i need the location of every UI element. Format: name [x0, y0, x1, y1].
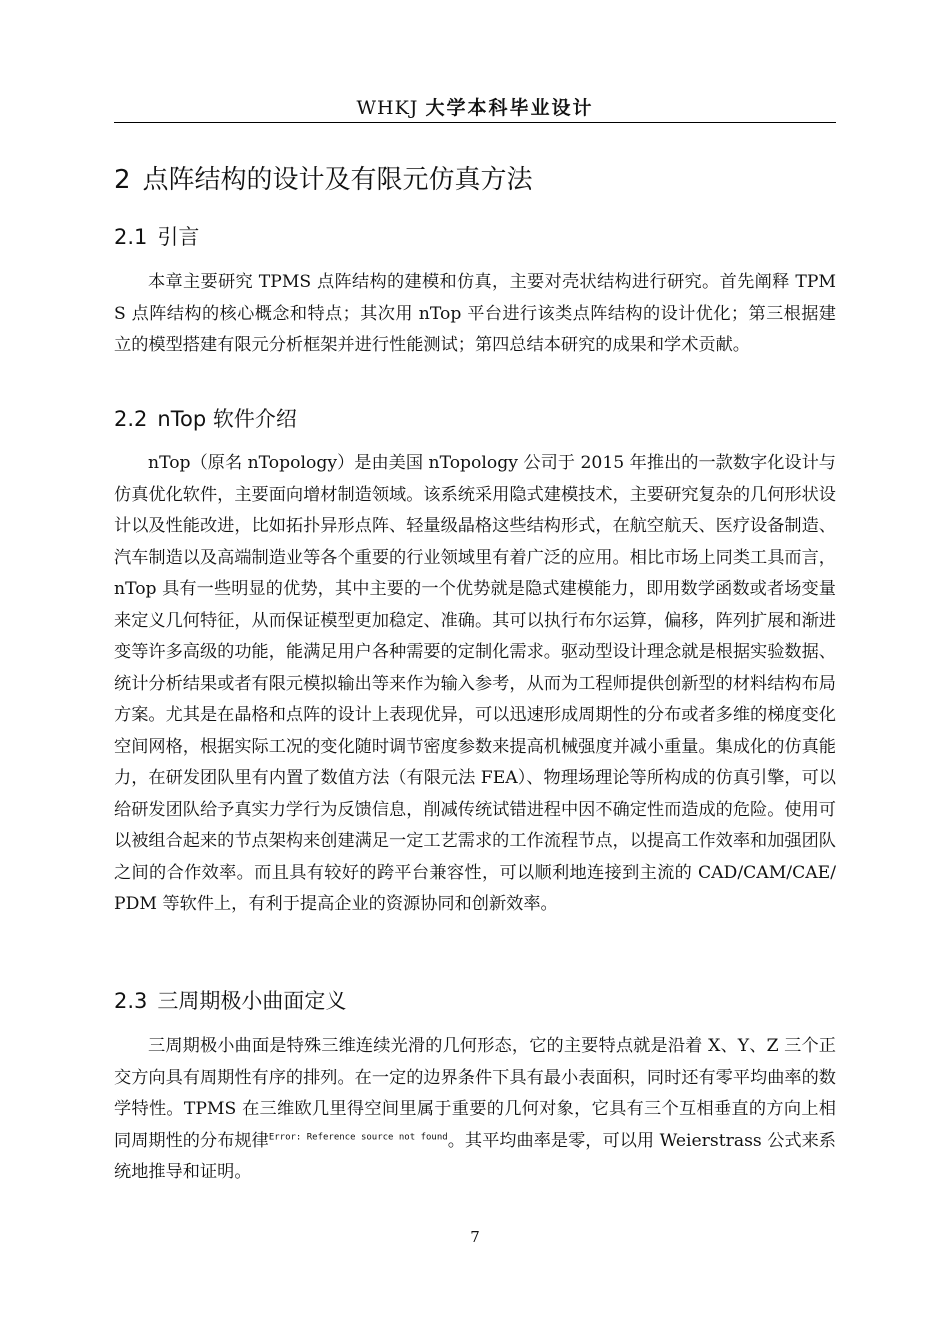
section-title: 引言: [157, 225, 200, 249]
header-prefix: WHKJ: [356, 97, 419, 119]
paragraph-text-after-reference: 。其平均曲率是零，可以用 Weierstrass 公式来系统地推导和证明。: [114, 1130, 836, 1182]
section-2-2-paragraph: nTop（原名 nTopology）是由美国 nTopology 公司于 2015 年推出的一款数字化设计与仿真优化软件，主要面向增材制造领域。该系统采用隐式建模技术，主要研究复杂的几何形状设计以及性能改进，比如拓扑异形点阵、轻量级晶格这些结构形式，在航空航天、医疗设备制造、汽车制造以及高端制造业等各个重要的行业领域里有着广泛的应用。相比市场上同类工具而言，nTop 具有一些明显的优势，其中主要的一个优势就是隐式建模能力，即用数学函数或者场变量来定义几何特征，从而保证模型更加稳定、准确。其可以执行布尔运算，偏移，阵列扩展和渐进变等许多高级的功能，能满足用户各种需要的定制化需求。驱动型设计理念就是根据实验数据、统计分析结果或者有限元模拟输出等来作为输入参考，从而为工程师提供创新型的材料结构布局方案。尤其是在晶格和点阵的设计上表现优异，可以迅速形成周期性的分布或者多维的梯度变化空间网格，根据实际工况的变化随时调节密度参数来提高机械强度并减小重量。集成化的仿真能力，在研发团队里有内置了数值方法（有限元法 FEA）、物理场理论等所构成的仿真引擎，可以给研发团队给予真实力学行为反馈信息，削减传统试错进程中因不确定性而造成的危险。使用可以被组合起来的节点架构来创建满足一定工艺需求的工作流程节点，以提高工作效率和加强团队之间的合作效率。而且具有较好的跨平台兼容性，可以顺利地连接到主流的 CAD/CAM/CAE/PDM 等软件上，有利于提高企业的资源协同和创新效率。: [114, 453, 836, 914]
chapter-number: 2: [114, 165, 131, 195]
section-title: nTop 软件介绍: [157, 407, 297, 431]
section-2-3-paragraph: [114, 1031, 836, 1189]
chapter-title: 点阵结构的设计及有限元仿真方法: [142, 165, 533, 195]
paragraph-text-before-reference: 三周期极小曲面是特殊三维连续光滑的几何形态，它的主要特点就是沿着 X、Y、Z 三个正交方向具有周期性有序的排列。在一定的边界条件下具有最小表面积，同时还有零平均曲率的数学特性。TPMS 在三维欧几里得空间里属于重要的几何对象，它具有三个互相垂直的方向上相同周期性的分布规律: [114, 1036, 836, 1151]
reference-error-text: Error: Reference source not found: [268, 1131, 448, 1142]
section-title: 三周期极小曲面定义: [157, 989, 347, 1013]
section-2-1-paragraph: 本章主要研究 TPMS 点阵结构的建模和仿真，主要对壳状结构进行研究。首先阐释 TPMS 点阵结构的核心概念和特点；其次用 nTop 平台进行该类点阵结构的设计优化；第三根据建立的模型搭建有限元分析框架并进行性能测试；第四总结本研究的成果和学术贡献。: [114, 272, 836, 355]
section-number: 2.2: [114, 407, 148, 431]
section-heading-2-3: [114, 986, 346, 1016]
section-number: 2.1: [114, 225, 148, 249]
section-heading-2-1: [114, 222, 199, 252]
chapter-heading: [114, 162, 533, 198]
section-number: 2.3: [114, 989, 148, 1013]
running-header: [114, 96, 836, 120]
section-heading-2-2: [114, 404, 297, 434]
header-rule: [114, 122, 836, 123]
page-number: 7: [470, 1228, 480, 1246]
header-university: 大学本科毕业设计: [425, 97, 594, 119]
